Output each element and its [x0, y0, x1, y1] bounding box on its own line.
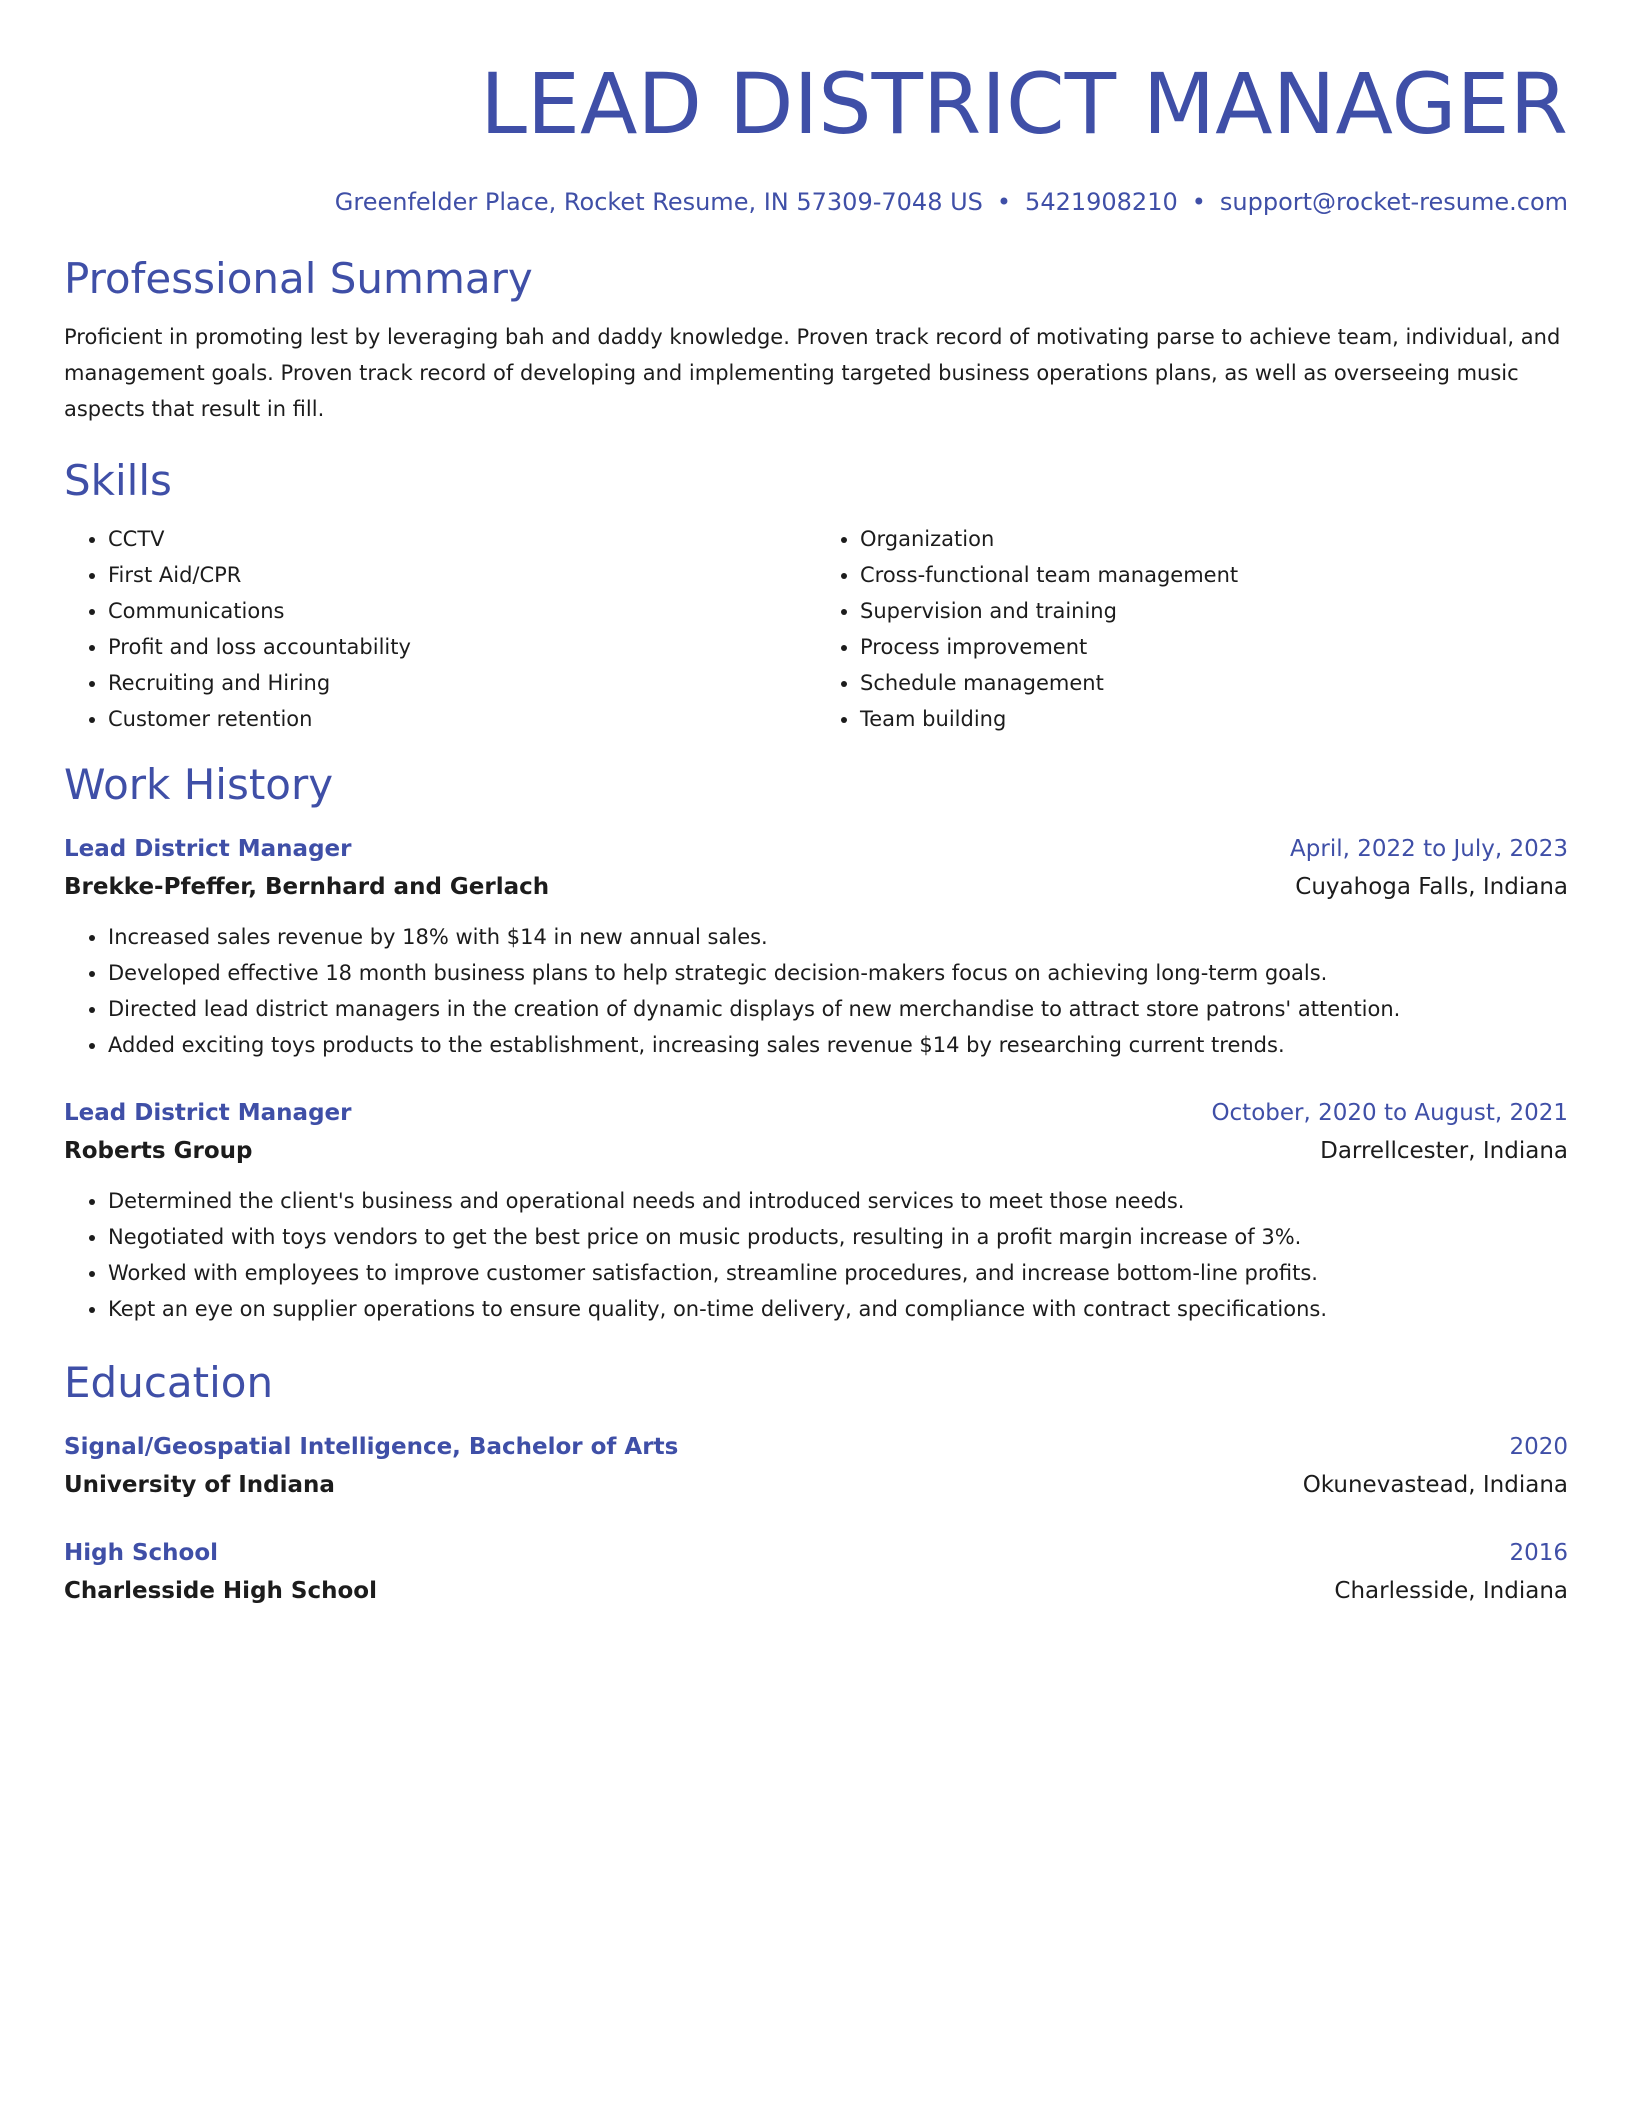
work-entry — [64, 831, 1568, 1063]
skill-item: • Organization — [860, 521, 1568, 557]
summary-section — [64, 253, 1568, 427]
contact-separator: • — [1191, 188, 1206, 216]
contact-separator: • — [996, 188, 1012, 216]
job-title: Lead District Manager — [64, 836, 352, 862]
section-heading-summary: Professional Summary — [64, 254, 533, 303]
school-location: Charlesside, Indiana — [1334, 1578, 1568, 1604]
skills-list-left — [64, 521, 816, 737]
job-bullet: • Kept an eye on supplier operations to ensure quality, on-time delivery, and compliance with contract specifications. — [108, 1291, 1568, 1327]
job-bullet: • Negotiated with toys vendors to get the best price on music products, resulting in a profit margin increase of 3%. — [108, 1219, 1568, 1255]
job-bullet: • Worked with employees to improve customer satisfaction, streamline procedures, and increase bottom-line profits. — [108, 1255, 1568, 1291]
work-entry-header — [64, 1095, 1568, 1131]
work-entry-header — [64, 831, 1568, 867]
job-bullets — [64, 1183, 1568, 1327]
school-name: Charlesside High School — [64, 1578, 377, 1604]
skills-list-right — [816, 521, 1568, 737]
education-entry — [64, 1429, 1568, 1505]
section-heading-work-history: Work History — [64, 760, 334, 809]
job-location: Cuyahoga Falls, Indiana — [1295, 874, 1568, 900]
education-section — [64, 1357, 1568, 1611]
education-entry-subheader — [64, 1571, 1568, 1611]
school-name: University of Indiana — [64, 1472, 335, 1498]
company-name: Roberts Group — [64, 1138, 253, 1164]
graduation-year: 2020 — [1509, 1434, 1568, 1460]
work-entry-subheader — [64, 1131, 1568, 1171]
job-bullet: • Developed effective 18 month business plans to help strategic decision-makers focus on achieving long-term goals. — [108, 955, 1568, 991]
skill-item: • Communications — [108, 593, 816, 629]
skill-item: • Schedule management — [860, 665, 1568, 701]
education-entry-header — [64, 1535, 1568, 1571]
contact-email[interactable]: support@rocket-resume.com — [1219, 188, 1568, 216]
section-heading-education: Education — [64, 1358, 274, 1407]
education-entry-header — [64, 1429, 1568, 1465]
skill-item: • Supervision and training — [860, 593, 1568, 629]
contact-address: Greenfelder Place, Rocket Resume, IN 57309-7048 US — [334, 188, 983, 216]
skill-item: • Profit and loss accountability — [108, 629, 816, 665]
skill-item: • CCTV — [108, 521, 816, 557]
job-bullets — [64, 919, 1568, 1063]
work-entry — [64, 1095, 1568, 1327]
contact-phone[interactable]: 5421908210 — [1025, 188, 1178, 216]
resume-page — [64, 0, 1568, 1611]
resume-header — [64, 54, 1568, 217]
work-history-section — [64, 759, 1568, 1327]
job-bullet: • Added exciting toys products to the establishment, increasing sales revenue $14 by researching current trends. — [108, 1027, 1568, 1063]
education-entry-subheader — [64, 1465, 1568, 1505]
skill-item: • Process improvement — [860, 629, 1568, 665]
job-bullet: • Directed lead district managers in the creation of dynamic displays of new merchandise to attract store patrons' attention. — [108, 991, 1568, 1027]
job-bullet: • Determined the client's business and operational needs and introduced services to meet those needs. — [108, 1183, 1568, 1219]
job-bullet: • Increased sales revenue by 18% with $14 in new annual sales. — [108, 919, 1568, 955]
school-location: Okunevastead, Indiana — [1302, 1472, 1568, 1498]
page-title: LEAD DISTRICT MANAGER — [480, 55, 1568, 153]
summary-text: Proficient in promoting lest by leveraging bah and daddy knowledge. Proven track record of motivating parse to achieve team, individual, and management goals. Proven track record of developing and implementing targeted business operations plans, as well as overseeing music aspects that result in fill. — [64, 325, 1561, 421]
contact-line — [64, 187, 1568, 217]
job-dates: April, 2022 to July, 2023 — [1290, 836, 1568, 862]
section-heading-skills: Skills — [64, 456, 172, 505]
job-dates: October, 2020 to August, 2021 — [1211, 1100, 1568, 1126]
work-entry-subheader — [64, 867, 1568, 907]
skill-item: • Team building — [860, 701, 1568, 737]
skill-item: • First Aid/CPR — [108, 557, 816, 593]
degree-title: High School — [64, 1540, 219, 1566]
company-name: Brekke-Pfeffer, Bernhard and Gerlach — [64, 874, 550, 900]
education-entry — [64, 1535, 1568, 1611]
skill-item: • Cross-functional team management — [860, 557, 1568, 593]
skill-item: • Customer retention — [108, 701, 816, 737]
job-title: Lead District Manager — [64, 1100, 352, 1126]
skills-grid — [64, 521, 1568, 737]
graduation-year: 2016 — [1509, 1540, 1568, 1566]
skills-section — [64, 455, 1568, 737]
skill-item: • Recruiting and Hiring — [108, 665, 816, 701]
degree-title: Signal/Geospatial Intelligence, Bachelor of Arts — [64, 1434, 679, 1460]
job-location: Darrellcester, Indiana — [1320, 1138, 1568, 1164]
